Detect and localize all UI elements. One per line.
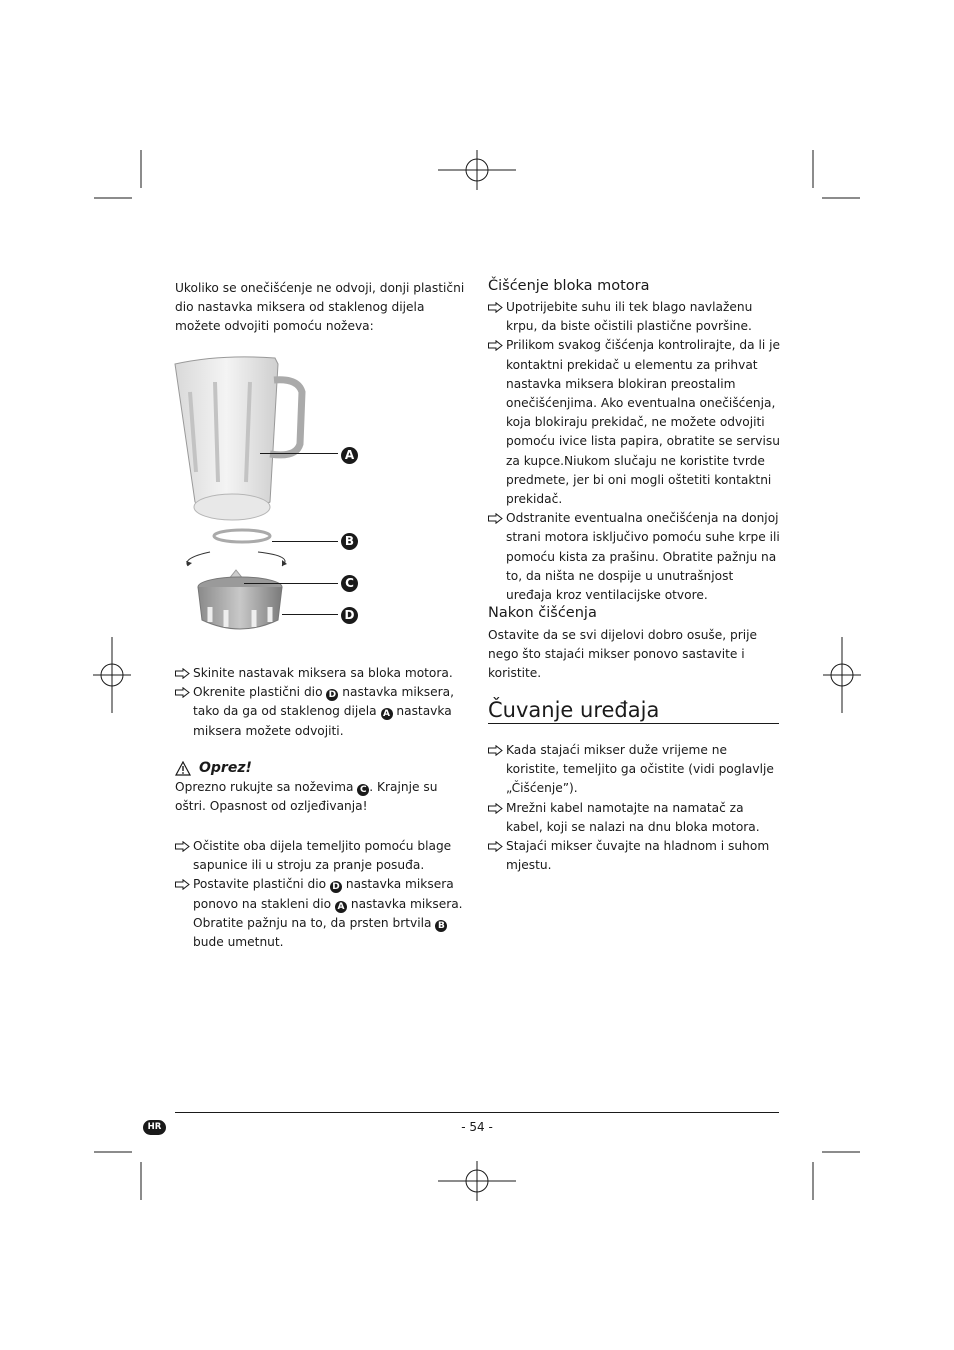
blender-figure (170, 352, 370, 642)
arrow-icon (488, 803, 503, 814)
leader-line-b (272, 541, 338, 542)
label-a: A (341, 447, 358, 464)
left-steps-1 (175, 664, 467, 741)
list-item: Upotrijebite suhu ili tek blago navlaženu krpu, da biste očistili plastične površine. (488, 298, 780, 336)
arrow-icon (175, 879, 190, 890)
list-item: Prilikom svakog čišćenja kontrolirajte, da li je kontaktni prekidač u elementu za prihvat nastavka miksera blokiran preostalim onečišćenjima. Ako eventualna onečišćenja, koja blokiraju prekidač, ne možete odvojiti pomoću ivice lista papira, obratite se servisu za kupce.Niukom slučaju ne koristite tvrde predmete, jer bi oni mogli oštetiti kontaktni prekidač. (488, 336, 780, 509)
list-item: Postavite plastični dio D nastavka miksera ponovo na stakleni dio A nastavka miksera. Obratite pažnju na to, da prsten brtvila B bude umetnut. (175, 875, 467, 952)
list-item: Okrenite plastični dio D nastavka miksera, tako da ga od staklenog dijela A nastavka miksera možete odvojiti. (175, 683, 467, 741)
arrow-icon (488, 340, 503, 351)
left-steps-2 (175, 837, 467, 952)
motor-heading: Čišćenje bloka motora (488, 278, 650, 294)
leader-line-d (282, 614, 338, 615)
list-item: Odstranite eventualna onečišćenja na donjoj strani motora isključivo pomoću suhe krpe ili pomoću kista za prašinu. Obratite pažnju na to, da ništa ne dospije u unutrašnjost uređaja kroz ventilacijske otvore. (488, 509, 780, 605)
blender-disassembly-illustration (170, 352, 370, 642)
part-badge-c: C (357, 784, 369, 796)
list-item: Skinite nastavak miksera sa bloka motora. (175, 664, 467, 683)
label-b: B (341, 533, 358, 550)
intro-paragraph: Ukoliko se onečišćenje ne odvoji, donji plastični dio nastavka miksera od staklenog dijela možete odvojiti pomoću noževa: (175, 281, 465, 334)
part-badge-b: B (435, 920, 447, 932)
caution-title: Oprez! (199, 760, 252, 776)
list-item: Mrežni kabel namotajte na namatač za kabel, koji se nalazi na dnu bloka motora. (488, 799, 780, 837)
storage-list (488, 741, 780, 875)
arrow-icon (175, 668, 190, 679)
part-badge-d: D (326, 689, 338, 701)
heading-rule (488, 723, 779, 724)
arrow-icon (175, 841, 190, 852)
arrow-icon (488, 841, 503, 852)
warning-triangle-icon (175, 761, 191, 776)
motor-list (488, 298, 780, 605)
arrow-icon (488, 302, 503, 313)
after-text: Ostavite da se svi dijelovi dobro osuše, prije nego što stajaći mikser ponovo sastavite i koristite. (488, 628, 758, 681)
caution-text: Oprezno rukujte sa noževima C . Krajnje su oštri. Opasnost od ozljeđivanja! (175, 780, 438, 814)
list-item: Očistite oba dijela temeljito pomoću blage sapunice ili u stroju za pranje posuđa. (175, 837, 467, 875)
arrow-icon (175, 687, 190, 698)
label-d: D (341, 607, 358, 624)
leader-line-c (244, 583, 338, 584)
leader-line-a (260, 453, 338, 454)
part-badge-a: A (335, 901, 347, 913)
part-badge-a: A (381, 708, 393, 720)
after-heading: Nakon čišćenja (488, 605, 597, 621)
list-item: Stajaći mikser čuvajte na hladnom i suhom mjestu. (488, 837, 780, 875)
caution-box (175, 758, 467, 816)
part-badge-d: D (330, 881, 342, 893)
label-c: C (341, 575, 358, 592)
arrow-icon (488, 513, 503, 524)
page-number: - 54 - (461, 1120, 493, 1134)
storage-heading: Čuvanje uređaja (488, 698, 660, 722)
language-badge: HR (143, 1120, 166, 1135)
arrow-icon (488, 745, 503, 756)
list-item: Kada stajaći mikser duže vrijeme ne koristite, temeljito ga očistite (vidi poglavlje „Čišćenje”). (488, 741, 780, 799)
footer-rule (175, 1112, 779, 1113)
